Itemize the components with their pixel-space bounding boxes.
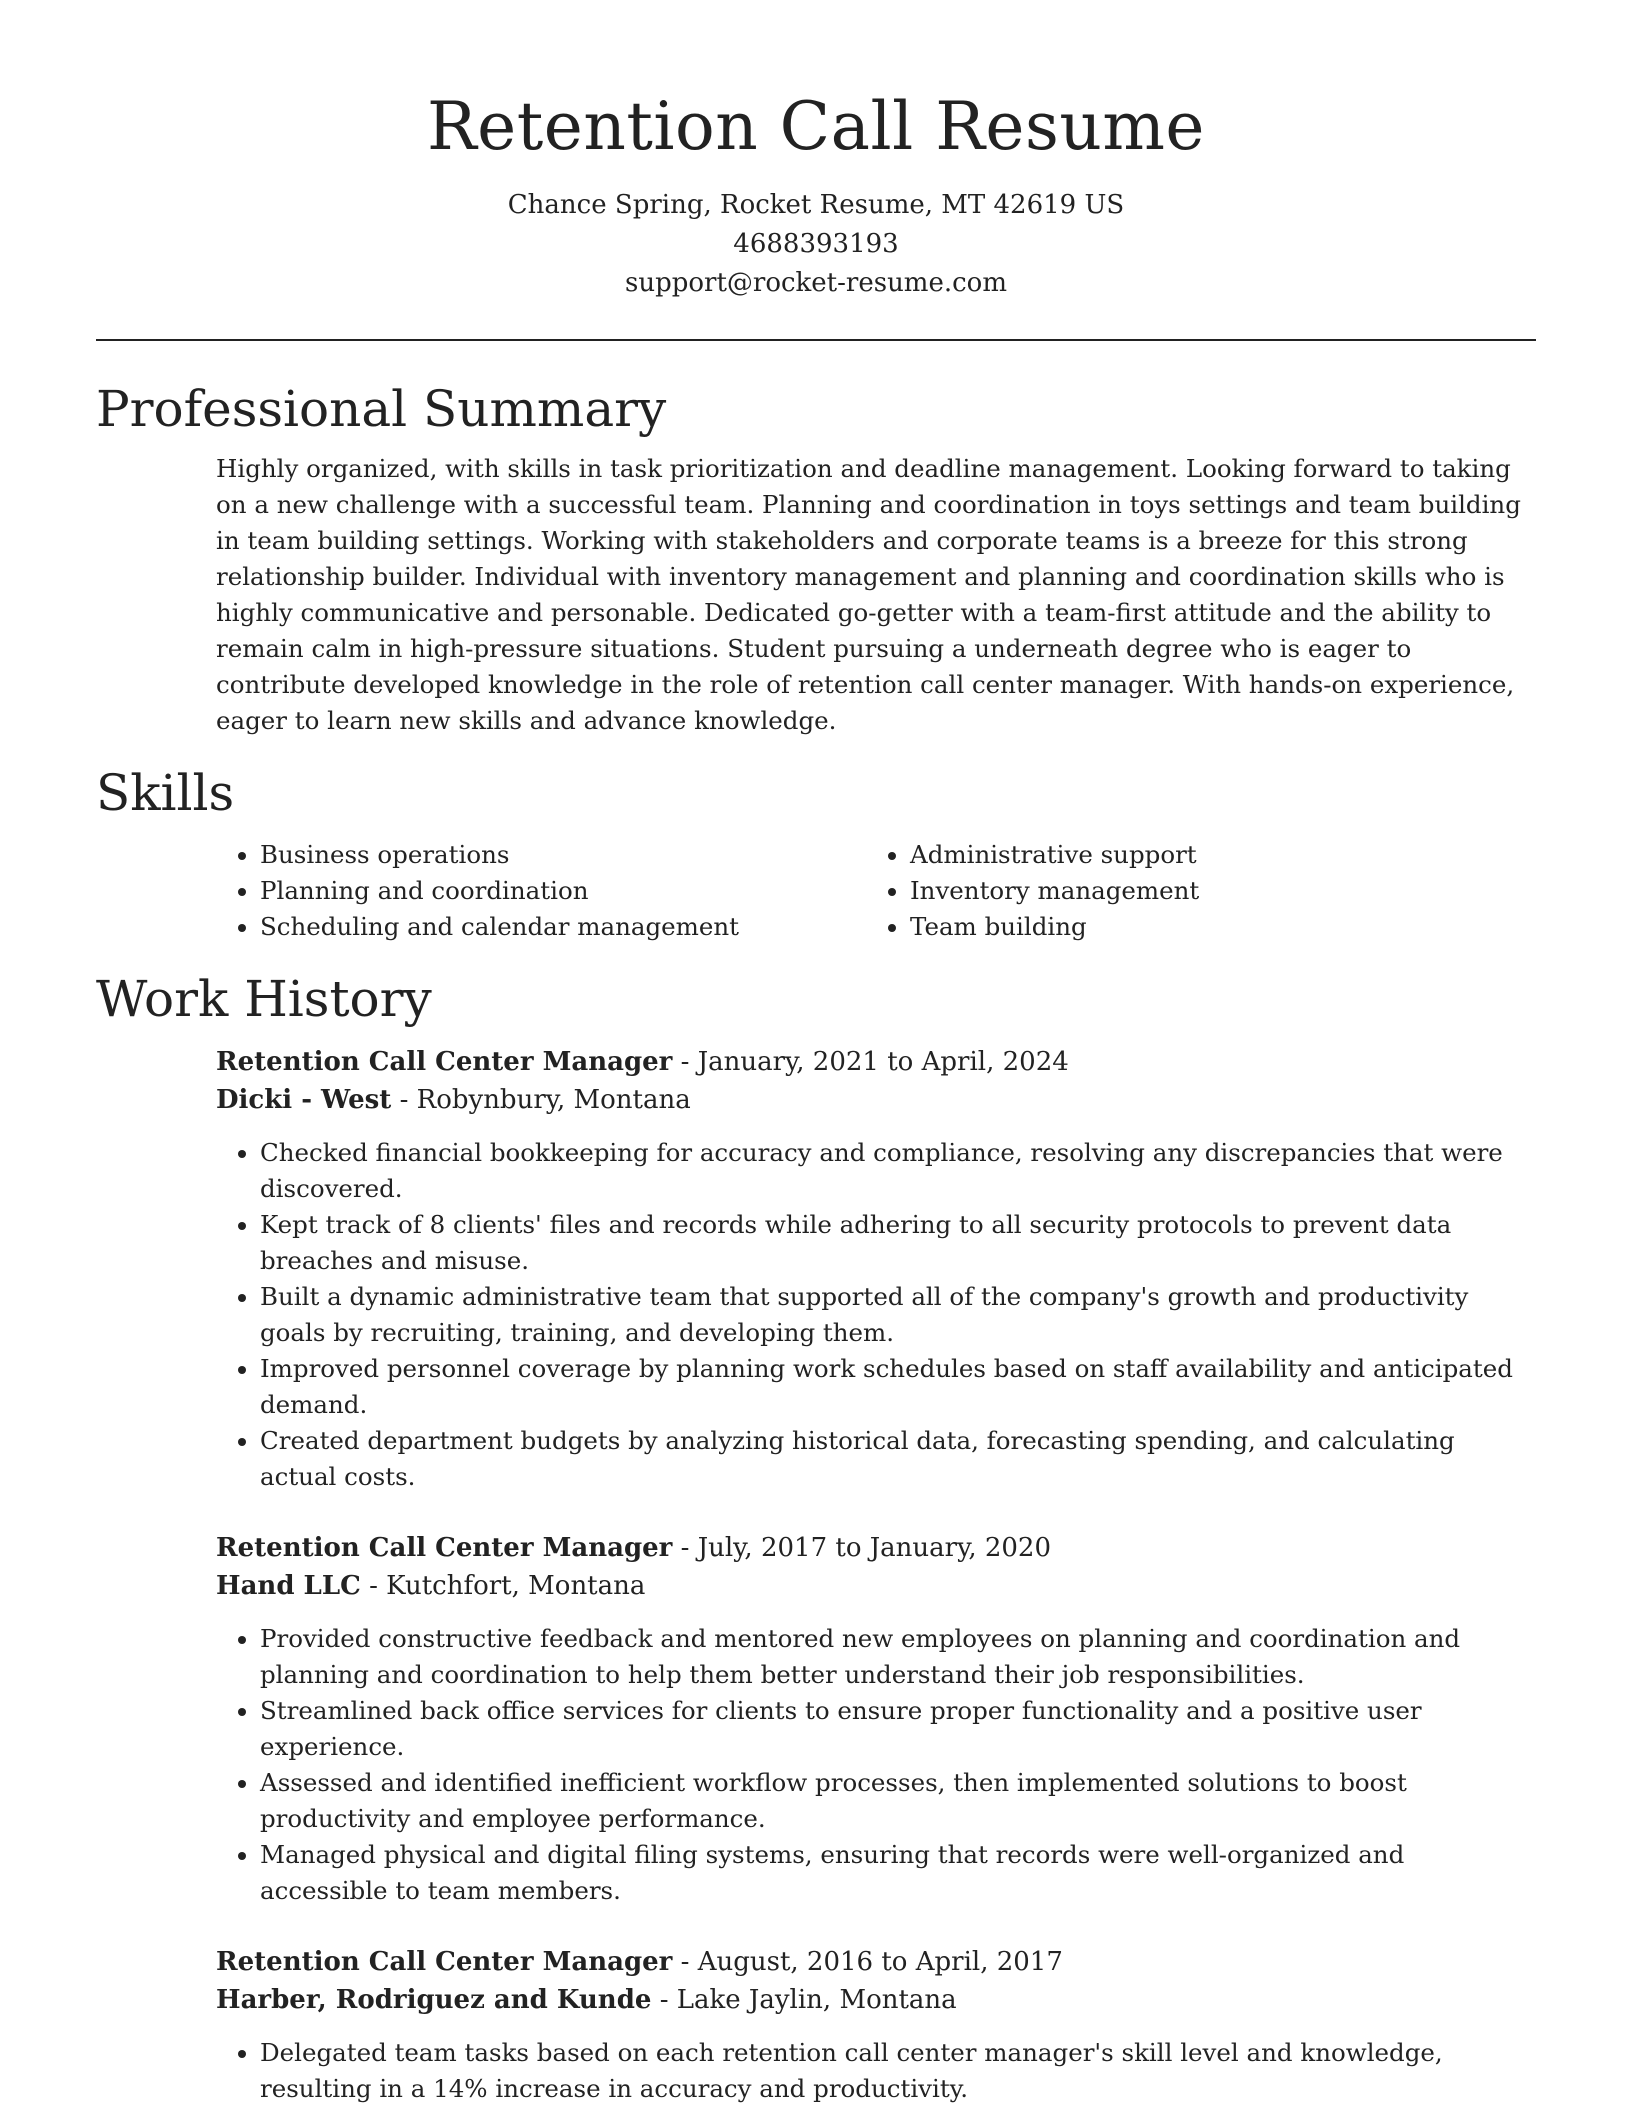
summary-text: Highly organized, with skills in task prioritization and deadline management. Looking forward to taking on a new challenge with a successful team. Planning and coordination in toys settings and team building in team building settings. Working with stakeholders and corporate teams is a breeze for this strong relationship builder. Individual with inventory management and planning and coordination skills who is highly communicative and personable. Dedicated go-getter with a team-first attitude and the ability to remain calm in high-pressure situations. Student pursuing a underneath degree who is eager to contribute developed knowledge in the role of retention call center manager. With hands-on experience, eager to learn new skills and advance knowledge.: [216, 454, 1521, 735]
job-bullet: • Managed physical and digital filing systems, ensuring that records were well-organized and accessible to team members.: [260, 1837, 1536, 1909]
job-bullet: • Improved personnel coverage by planning work schedules based on staff availability and anticipated demand.: [260, 1351, 1536, 1423]
job-bullet: • Provided constructive feedback and mentored new employees on planning and coordination and planning and coordination to help them better understand their job responsibilities.: [260, 1621, 1536, 1693]
work-history-heading: Work History: [96, 970, 432, 1028]
job-title: Retention Call Center Manager: [216, 1533, 673, 1563]
skill-item: • Scheduling and calendar management: [260, 909, 866, 945]
job-entry: [216, 1943, 1536, 2107]
job-location: - Lake Jaylin, Montana: [651, 1985, 957, 2015]
job-bullet: • Delegated team tasks based on each retention call center manager's skill level and knowledge, resulting in a 14% increase in accuracy and productivity.: [260, 2035, 1536, 2107]
job-bullet: • Kept track of 8 clients' files and records while adhering to all security protocols to prevent data breaches and misuse.: [260, 1207, 1536, 1279]
job-bullet: • Built a dynamic administrative team that supported all of the company's growth and productivity goals by recruiting, training, and developing them.: [260, 1279, 1536, 1351]
contact-block: [96, 186, 1536, 303]
job-employer-line: [216, 1567, 1536, 1605]
job-title: Retention Call Center Manager: [216, 1947, 673, 1977]
job-entry: [216, 1529, 1536, 1909]
job-title: Retention Call Center Manager: [216, 1047, 673, 1077]
skills-column-left: [216, 837, 866, 945]
job-title-line: [216, 1529, 1536, 1567]
skill-item: • Planning and coordination: [260, 873, 866, 909]
contact-address: Chance Spring, Rocket Resume, MT 42619 US: [507, 190, 1125, 220]
contact-phone: 4688393193: [733, 229, 899, 259]
job-employer: Dicki - West: [216, 1085, 392, 1115]
job-bullet: • Checked financial bookkeeping for accuracy and compliance, resolving any discrepancies that were discovered.: [260, 1135, 1536, 1207]
job-employer: Hand LLC: [216, 1571, 361, 1601]
job-bullet: • Created department budgets by analyzing historical data, forecasting spending, and calculating actual costs.: [260, 1423, 1536, 1495]
job-employer: Harber, Rodriguez and Kunde: [216, 1985, 652, 2015]
contact-email: support@rocket-resume.com: [624, 268, 1007, 298]
job-dates: - January, 2021 to April, 2024: [672, 1047, 1069, 1077]
job-dates: - July, 2017 to January, 2020: [672, 1533, 1052, 1563]
job-bullets: [216, 1621, 1536, 1909]
resume-page: [96, 0, 1536, 2107]
job-bullets: [216, 2035, 1536, 2107]
skill-item: • Business operations: [260, 837, 866, 873]
job-bullet: • Streamlined back office services for clients to ensure proper functionality and a positive user experience.: [260, 1693, 1536, 1765]
job-title-line: [216, 1943, 1536, 1981]
job-dates: - August, 2016 to April, 2017: [672, 1947, 1063, 1977]
job-employer-line: [216, 1981, 1536, 2019]
resume-header: [96, 0, 1536, 303]
skill-item: • Inventory management: [910, 873, 1516, 909]
job-location: - Kutchfort, Montana: [360, 1571, 646, 1601]
summary-heading: Professional Summary: [96, 380, 667, 438]
skill-item: • Administrative support: [910, 837, 1516, 873]
header-divider: [96, 339, 1536, 341]
skills-heading: Skills: [96, 764, 235, 822]
job-bullet: • Assessed and identified inefficient workflow processes, then implemented solutions to boost productivity and employee performance.: [260, 1765, 1536, 1837]
skills-column-right: [866, 837, 1516, 945]
job-bullets: [216, 1135, 1536, 1495]
resume-title: Retention Call Resume: [426, 88, 1205, 165]
job-employer-line: [216, 1081, 1536, 1119]
job-title-line: [216, 1043, 1536, 1081]
job-location: - Robynbury, Montana: [391, 1085, 691, 1115]
skills-list: [216, 837, 1536, 945]
skill-item: • Team building: [910, 909, 1516, 945]
job-entry: [216, 1043, 1536, 1495]
